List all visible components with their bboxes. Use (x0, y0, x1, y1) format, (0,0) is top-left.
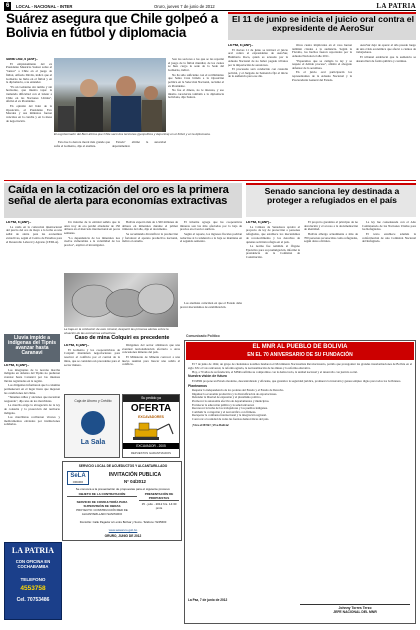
mnr-place-date: La Paz, 7 de junio de 2012 (188, 598, 228, 602)
story1-photo (54, 58, 166, 132)
story2-paragraph: AeroSur dejó de operar el año pasado luego de una crisis económica que afectó a cientos de trabajadores. (356, 44, 416, 55)
story3-paragraph: La caída en la cotización internacional del precio del oro de mayo a la fecha es una señal de alerta para las economías extractivas, según el Centro de Estudios para el Desarrollo Laboral y Agrario (CEDLA). (6, 224, 62, 244)
convocatoria-item: SERVICIO DE CONSULTORÍA PARA SUPERVISIÓN DE OBRAS (76, 500, 128, 508)
mnr-signature-role: JEFE NACIONAL DEL MNR (333, 610, 377, 614)
mnr-paragraph: Hoy, a 70 años de su fundación, el MNR reafirma su compromiso con la democracia, la unidad nacional y el desarrollo con justicia social. (192, 369, 358, 374)
story1-paragraph: Esto fue la derrota moral más grande que sufre el Gobierno, dijo el analista. (54, 141, 110, 148)
ad-patria-line3: Cel. 70753486 (16, 597, 50, 603)
ad-oferta-year: EXCAVADOR - 2005 (123, 443, 179, 449)
story6-column-2 (122, 344, 180, 392)
story3-paragraph: Según el reporte, los ingresos fiscales podrían reducirse si la tendencia a la baja se mantiene en el segundo semestre. (180, 231, 242, 244)
mnr-subtitle: EN EL 70 ANIVERSARIO DE SU FUNDACIÓN (247, 352, 353, 358)
story4-column-1 (246, 221, 300, 311)
story1-paragraph: No ha sido suficiente con el recibimiento que Santa Cruz brindó a la Oposición política en la Selección Nacional, reclamó el ex Presidente. (168, 72, 224, 88)
convocatoria-footer: ORURO, JUNIO DE 2012 (104, 534, 142, 538)
story5-paragraph: "Tenemos niños y ancianos que necesitan resguardo", dijo uno de los marchistas. (4, 395, 60, 403)
ad-oferta-sub: EXCAVADORES (138, 415, 164, 419)
story4-paragraph: La ley fue consensuada con el Alto Comisionado de las Naciones Unidas para los Refugiados. (362, 221, 416, 232)
story4-paragraph: El proyecto garantiza el principio de no devolución y el acceso a la documentación de identidad. (304, 221, 358, 232)
story5-paragraph: Los integrantes de la novena marcha indígena en defensa del Tipnis no pudieron avanzar hasta Caranavi por las intensas lluvias registradas en la región. (4, 367, 60, 383)
story1-paragraph: "Es un Gobierno sin rumbo y sin horizonte, que intenta tapar la tremenda dificultad con el lanzar a Chile en las Naciones Unidas", afirmó el ex Presidente. (6, 84, 52, 104)
story4-paragraph: La norma fue remitida al Órgano Ejecutivo para su promulgación, informó la presidencia de la Comisión de Constitución. (246, 243, 300, 260)
mnr-body (188, 363, 412, 595)
story2-paragraph: Otros cuatro implicados en el caso fueron también citados a la audiencia. Según la Fiscalía, los hechos fueron reportados por la Aduana Nacional el año 2011. (292, 44, 352, 59)
story3-paragraph: "La dependencia de los minerales nos vuelve vulnerables a la volatilidad de los precios", explicó el investigador. (64, 235, 120, 247)
convocatoria-website-link[interactable]: www.selaoruro.gob.bo (108, 528, 138, 532)
story3-column-4 (180, 221, 242, 301)
mnr-bullet: Fortalecer la educación pública y la salud universal. (192, 402, 255, 407)
convocatoria-date: 15 - julio - 2012 hrs. 14:30 pmts (141, 502, 177, 510)
story1-paragraph: En opinión del líder de la Oposición, el Presidente Evo Morales y sus ministros fueron vencidos en la cancha y en la mesa de negociación. (6, 103, 52, 123)
ad-patria-line2: TELEFONO (20, 577, 46, 582)
story5-paragraph: Los marchistas recibieron víveres y medicamentos enviados por instituciones solidarias. (4, 414, 60, 427)
story1-column-3 (54, 141, 110, 171)
story3-column-5 (180, 302, 242, 332)
story4-column-3 (362, 221, 416, 311)
story3-paragraph: Un informe de la entidad señala que la onza troy de oro perdió alrededor de 150 dólares en el mercado internacional en pocas semanas. (64, 221, 120, 236)
convocatoria-item2: PROYECTO: CONSTRUCCIÓN RED DE ALCANTARILLADO SANITARIO (76, 508, 128, 516)
ad-oferta-note: REPUESTOS GARANTIZADOS (130, 451, 172, 455)
story2-paragraph: El procesado será conducido con custodia policial, y el Juzgado de Sentencia fijó el inicio de la audiencia para ese día. (228, 66, 288, 79)
story6-paragraph: Dirigentes del sector afirmaron que una eventual nacionalización afectaría a otras concesiones mineras del país. (122, 344, 180, 355)
mnr-paragraph: El MNR propone un Estado moderno, descentralizado y eficiente, que garantice la seguridad jurídica, promueva la inversión y genere empleo digno para todos los bolivianos. (192, 379, 402, 384)
mnr-bullet: Defender la libertad de expresión y el pluralismo político. (192, 395, 262, 400)
story5-column-1 (4, 364, 60, 534)
mnr-signature-name: Johnny Torres Terzo (300, 604, 410, 610)
convocatoria-col1-header: OBJETO DE LA CONTRATACIÓN (67, 492, 137, 497)
story2-paragraph: "Esperamos que se cumpla la ley y se respete el debido proceso", afirmó el abogado defensor de la aerolínea. (292, 58, 352, 70)
story3-photo-caption: La baja en la cotización de este mineral, despertó las primeras alertas sobre la situación de las economías extractivas. (64, 327, 169, 335)
story4-byline: La Paz, 6 (ANF).- (246, 221, 272, 224)
story5-paragraph: La marcha exige la abrogación de la ley de consulta y la protección del territorio indígena. (4, 403, 60, 415)
story1-headline: Suárez asegura que Chile golpeó a Bolivia en fútbol y diplomacia (6, 11, 218, 40)
story3-byline: La Paz, 6 (ANF).- (6, 221, 32, 224)
story1-paragraph: Son los sectores a los que se les repartió el juego de la fútbol mundial, de los cuales se hizo cargo la sede de la Sede del Gobierno, indicó. (168, 58, 224, 73)
story6-column-1 (64, 344, 120, 392)
ad-oferta-title: OFERTA (130, 403, 172, 414)
mnr-bullet: Combatir la corrupción y el narcotráfico con firmeza. (192, 409, 257, 414)
mnr-title: EL MNR AL PUEBLO DE BOLIVIA (252, 344, 348, 350)
story5-byline: La Paz, 6 (ANF).- (4, 364, 30, 367)
header-date: Oruro, jueves 7 de junio de 2012 (154, 3, 215, 9)
brand-name: LA PATRIA (376, 2, 416, 10)
story2-headline: El 11 de junio se inicia el juicio oral contra el expresidente de AeroSur (232, 14, 414, 33)
story3-photo (64, 273, 178, 327)
mnr-paragraph: ¡Viva el MNR! ¡Viva Bolivia! (192, 422, 230, 427)
story6-headline: Caso de mina Colquiri es precedente (74, 335, 170, 341)
story2-paragraph: El Jueves 11 de junio se iniciará el juicio oral contra el expresidente de AeroSur, Humberto Roca, quien es acusado por la Aduana Nacional de no haber pagado tributos por la importación de aeronaves. (228, 47, 288, 67)
convocatoria-contact: Domicilio: Calle Pagador s/n entre Bolívar y Sucre. Teléfono: 5245600 (79, 520, 167, 524)
story2-column-3 (356, 44, 416, 174)
divider (4, 180, 416, 181)
ad-patria-title: LA PATRIA (11, 546, 55, 555)
mnr-bullet: Reconocer la lucha de los trabajadores y los pueblos indígenas. (192, 406, 268, 411)
story1-paragraph: El emplazamiento del ex Presidente Mauricio Suárez sobre el "lanzar" a Chile en el juego de fútbol, Alfredo Dávila, indicó que el Gobierno no hubo en el fútbol y en la diplomacia, a su entender. (6, 61, 52, 85)
convocatoria-col2-header: PRESENTACIÓN DE PROPUESTAS (139, 492, 179, 501)
story4-paragraph: La Cámara de Senadores aprobó el proyecto de ley de protección a personas refugiadas, que establece los mecanismos de reconocimiento y los derechos de quienes solicitan refugio en el país. (246, 224, 300, 244)
story2-byline: La Paz, 6 (ANF).- (228, 44, 254, 47)
mnr-bullet: Recuperar la confianza internacional y la integración regional. (192, 413, 267, 418)
story5-paragraph: Los dirigentes informaron que la columna permanecerá en el lugar hasta que mejoren las condiciones del clima. (4, 383, 60, 395)
mnr-section-heading: Nuestra visión de futuro (188, 374, 227, 379)
story6-paragraph: El Ministerio de Minería convocó a una nueva reunión para buscar una salida al conflicto. (122, 354, 180, 367)
ad-sala-title: Caja de Ahorro y Crédito (74, 399, 112, 403)
story3-column-1 (6, 221, 62, 271)
section-label: LOCAL - NACIONAL - INTER (16, 3, 73, 9)
ad-sala-brand: La Sala (80, 439, 106, 446)
story5-headline: Lluvia impide a indígenas del Tipnis avanzar hasta Caranavi (8, 335, 56, 357)
sela-logo (67, 471, 89, 485)
story4-paragraph: Bolivia alberga actualmente a más de 700 personas reconocidas como refugiadas, según datos oficiales. (304, 231, 358, 244)
story2-paragraph: El tribunal estableció que la audiencia se desarrollará de forma pública y continua. (356, 54, 416, 63)
mnr-paragraph: El 7 de junio de 1942, un grupo de ciudadanos notables fundaron el Movimiento Nacionalista Revolucionario, partido que protagonizó las grandes transformaciones de Bolivia en el siglo XX: el voto universal, la reforma agraria, la nacionalización de las minas y la reforma educativa. (188, 363, 412, 370)
ad-sala[interactable] (64, 394, 120, 458)
story4-column-2 (304, 221, 358, 311)
story2-paragraph: En el juicio oral participarán los representantes de la Aduana Nacional y la Procuraduría General del Estado. (292, 70, 352, 82)
story1-byline: Santa Cruz, 6 (ANF).- (6, 58, 38, 61)
story6-byline: La Paz, 6 (ANF).- (64, 344, 90, 347)
sela-brand: SeLA (70, 473, 86, 479)
story3-headline: Caída en la cotización del oro es la primera señal de alerta para economías extractivas (8, 184, 229, 208)
page-number: 6 (6, 3, 10, 9)
story2-column-1 (228, 44, 288, 174)
ad-patria-line1: CON OFICINA EN COCHABAMBA (15, 559, 51, 569)
mnr-bullet: Impulsar la economía productiva y la diversificación de exportaciones. (192, 391, 278, 396)
excavator-icon (123, 421, 179, 441)
convocatoria-number: N° 04/2012 (123, 479, 147, 484)
convocatoria-box (62, 461, 182, 541)
gold-photo-icon (64, 273, 178, 327)
ad-patria-phone: 4553758 (20, 585, 46, 592)
mnr-bullet: Respetar la independencia de los poderes del Estado y el Estado de Derecho. (192, 388, 285, 393)
crowd-photo-icon (54, 58, 166, 132)
story3-paragraph: Se recomienda diversificar la producción y fortalecer el aparato productivo nacional, indicó el estudio. (122, 231, 178, 244)
story6-paragraph: El Gobierno y los cooperativistas de Colquiri mantienen negociaciones para resolver el conflicto por el control de la mina, que se considera un precedente para el sector minero. (64, 347, 120, 367)
ad-oferta-tag: Su pedido ya (123, 395, 179, 402)
story3-column-3 (122, 221, 178, 271)
mnr-bullet: Convocar a la unidad de todas las fuerzas democráticas del país. (192, 417, 270, 421)
story4-headline: Senado sanciona ley destinada a proteger a refugiados en el país (264, 186, 400, 205)
ad-oferta[interactable] (122, 394, 180, 458)
story1-paragraph: Estado" afirmó la autoridad departamental. (112, 141, 166, 148)
story1-column-4 (112, 141, 166, 171)
convocatoria-intro: Se convoca a la presentación de propuestas para el siguiente proceso: (75, 487, 171, 491)
convocatoria-org: SERVICIO LOCAL DE ACUEDUCTOS Y ALCANTARILLADO (78, 464, 168, 468)
story3-paragraph: Los analistas coinciden en que el Estado debe prever mecanismos de estabilización. (180, 302, 242, 309)
sala-logo-icon (81, 411, 105, 435)
ad-patria[interactable] (4, 542, 62, 620)
sela-city: ORURO (72, 480, 84, 484)
story4-paragraph: El texto establece además la conformación de una Comisión Nacional del Refugiado. (362, 231, 416, 244)
story1-photo-caption: El exgobernador del Beni afirma que Chile sacó dos lecciones (geopolítica y deportiva) en el fútbol y en la diplomacia. (54, 132, 211, 136)
story1-column-2 (168, 58, 224, 186)
story3-column-2 (64, 221, 120, 271)
mnr-bullet: Promover la autonomía efectiva de departamentos y municipios. (192, 399, 270, 404)
convocatoria-title: INVITACIÓN PUBLICA (108, 472, 162, 478)
story3-paragraph: Bolivia exportó más de 1.500 millones de dólares en minerales durante el primer trimestre del año, dijo el documento. (122, 221, 178, 232)
story3-paragraph: El informe agrega que las cooperativas mineras son las más afectadas por la baja de precios en el sector aurífero. (180, 221, 242, 232)
mnr-section-heading: Planteamos (188, 383, 208, 388)
page-header (4, 2, 416, 11)
story1-paragraph: No fue el dinero, no le interesa, y eso mismo caracteriza también a la diplomacia boliviana, dijo Suárez. (168, 88, 224, 100)
story2-column-2 (292, 44, 352, 174)
mnr-label: Comunicado Político (186, 334, 220, 338)
